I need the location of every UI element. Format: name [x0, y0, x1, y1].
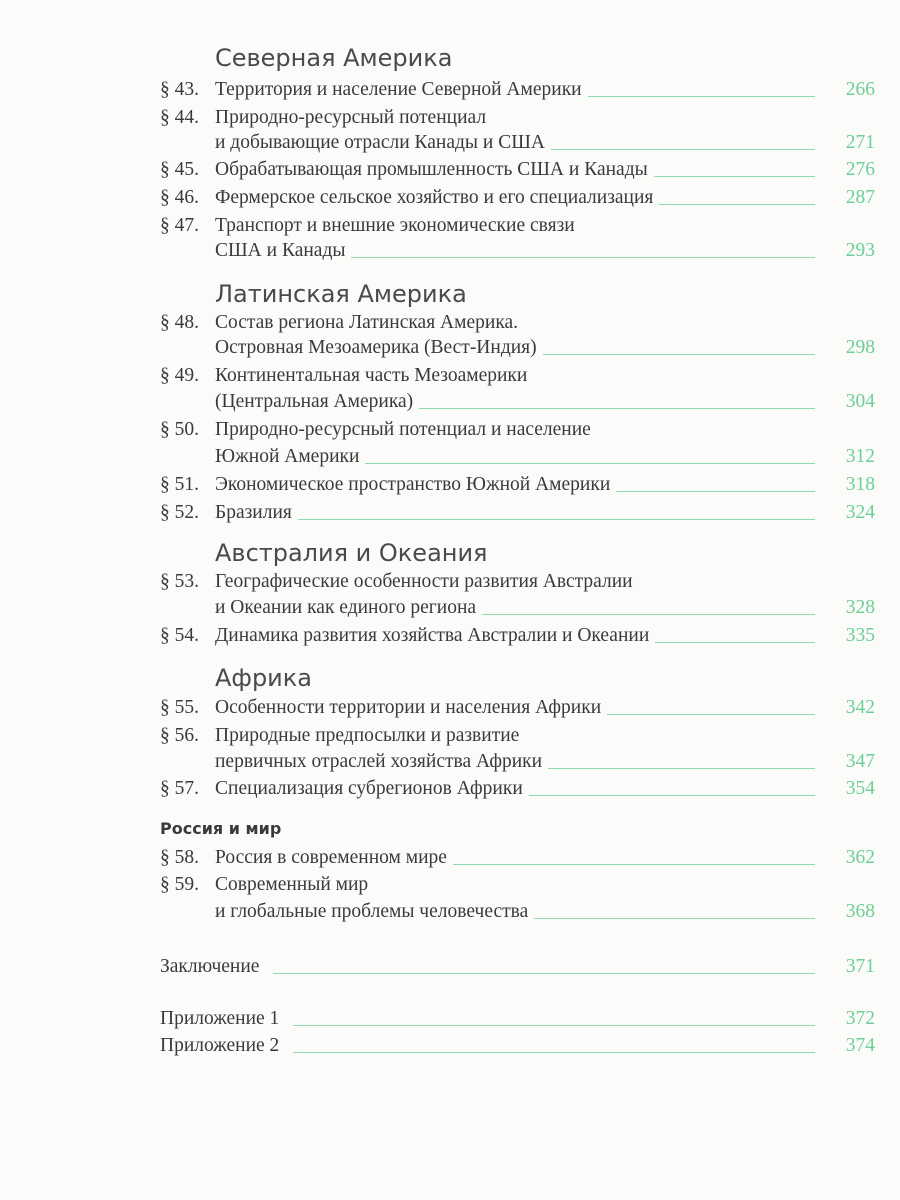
section-heading: Россия и мир	[160, 819, 282, 838]
entry-title: Россия в современном мире	[215, 847, 447, 868]
toc-entry[interactable]	[160, 723, 875, 749]
page-number: 318	[845, 474, 875, 495]
entry-title: Природно-ресурсный потенциал и население	[215, 419, 591, 440]
page-number: 371	[845, 956, 875, 977]
section-number: § 52.	[160, 502, 199, 523]
entry-title: Континентальная часть Мезоамерики	[215, 365, 528, 386]
section-heading: Северная Америка	[215, 44, 453, 72]
entry-title: (Центральная Америка)	[215, 391, 414, 412]
entry-title: Природно-ресурсный потенциал	[215, 107, 487, 128]
entry-title: Особенности территории и населения Африки	[215, 697, 602, 718]
leader-line	[588, 96, 815, 97]
section-number: § 50.	[160, 419, 199, 440]
section-number: § 57.	[160, 778, 199, 799]
leader-line	[298, 519, 815, 520]
leader-line	[534, 918, 815, 919]
toc-entry[interactable]	[160, 872, 875, 898]
page-number: 354	[845, 778, 875, 799]
entry-title: Природные предпосылки и развитие	[215, 725, 520, 746]
toc-entry[interactable]	[160, 845, 875, 871]
page-number: 271	[845, 132, 875, 153]
entry-title: Территория и население Северной Америки	[215, 79, 582, 100]
section-number: § 45.	[160, 159, 199, 180]
entry-title: первичных отраслей хозяйства Африки	[215, 751, 543, 772]
section-heading: Латинская Америка	[215, 280, 467, 308]
page-number: 362	[845, 847, 875, 868]
toc-entry[interactable]	[160, 569, 875, 595]
page-number: 368	[845, 901, 875, 922]
toc-entry[interactable]	[160, 500, 875, 526]
toc-entry[interactable]	[160, 363, 875, 389]
toc-entry[interactable]	[160, 335, 875, 361]
section-number: § 59.	[160, 874, 199, 895]
entry-title: Приложение 2	[160, 1035, 280, 1056]
leader-line	[482, 614, 815, 615]
leader-line	[273, 973, 815, 974]
entry-title: Обрабатывающая промышленность США и Канады	[215, 159, 648, 180]
toc-entry[interactable]	[160, 749, 875, 775]
page-number: 276	[845, 159, 875, 180]
toc-entry[interactable]	[160, 1033, 875, 1059]
entry-title: Фермерское сельское хозяйство и его специализация	[215, 187, 654, 208]
entry-title: Островная Мезоамерика (Вест-Индия)	[215, 337, 537, 358]
page-number: 298	[845, 337, 875, 358]
leader-line	[293, 1052, 815, 1053]
toc-entry[interactable]	[160, 238, 875, 264]
toc-entry[interactable]	[160, 389, 875, 415]
section-number: § 53.	[160, 571, 199, 592]
toc-entry[interactable]	[160, 157, 875, 183]
toc-entry[interactable]	[160, 105, 875, 131]
toc-entry[interactable]	[160, 444, 875, 470]
page-number: 372	[845, 1008, 875, 1029]
leader-line	[365, 463, 815, 464]
entry-title: и Океании как единого региона	[215, 597, 477, 618]
leader-line	[607, 714, 815, 715]
entry-title: и глобальные проблемы человечества	[215, 901, 529, 922]
page-number: 304	[845, 391, 875, 412]
section-number: § 55.	[160, 697, 199, 718]
section-number: § 49.	[160, 365, 199, 386]
entry-title: и добывающие отрасли Канады и США	[215, 132, 545, 153]
entry-title: Транспорт и внешние экономические связи	[215, 215, 575, 236]
section-heading: Австралия и Океания	[215, 539, 488, 567]
section-number: § 56.	[160, 725, 199, 746]
entry-title: Динамика развития хозяйства Австралии и Океании	[215, 625, 650, 646]
toc-entry[interactable]	[160, 954, 875, 980]
section-number: § 46.	[160, 187, 199, 208]
entry-title: Современный мир	[215, 874, 369, 895]
section-number: § 48.	[160, 312, 199, 333]
section-number: § 54.	[160, 625, 199, 646]
toc-entry[interactable]	[160, 77, 875, 103]
toc-entry[interactable]	[160, 472, 875, 498]
page-number: 312	[845, 446, 875, 467]
section-number: § 51.	[160, 474, 199, 495]
leader-line	[659, 204, 815, 205]
toc-entry[interactable]	[160, 1006, 875, 1032]
leader-line	[453, 864, 815, 865]
entry-title: Приложение 1	[160, 1008, 280, 1029]
leader-line	[551, 149, 815, 150]
leader-line	[529, 795, 815, 796]
section-number: § 44.	[160, 107, 199, 128]
page-number: 287	[845, 187, 875, 208]
toc-entry[interactable]	[160, 899, 875, 925]
entry-title: Экономическое пространство Южной Америки	[215, 474, 611, 495]
page-number: 324	[845, 502, 875, 523]
section-number: § 58.	[160, 847, 199, 868]
leader-line	[293, 1025, 815, 1026]
leader-line	[543, 354, 815, 355]
entry-title: Заключение	[160, 956, 260, 977]
section-number: § 47.	[160, 215, 199, 236]
toc-entry[interactable]	[160, 623, 875, 649]
section-number: § 43.	[160, 79, 199, 100]
section-heading: Африка	[215, 664, 312, 692]
page-number: 342	[845, 697, 875, 718]
page-number: 374	[845, 1035, 875, 1056]
toc-entry[interactable]	[160, 595, 875, 621]
entry-title: США и Канады	[215, 240, 346, 261]
leader-line	[655, 642, 815, 643]
toc-entry[interactable]	[160, 213, 875, 239]
leader-line	[548, 768, 815, 769]
page-number: 266	[845, 79, 875, 100]
entry-title: Южной Америки	[215, 446, 360, 467]
page-number: 335	[845, 625, 875, 646]
toc-entry[interactable]	[160, 776, 875, 802]
toc-entry[interactable]	[160, 695, 875, 721]
entry-title: Географические особенности развития Австралии	[215, 571, 633, 592]
entry-title: Состав региона Латинская Америка.	[215, 312, 519, 333]
toc-entry[interactable]	[160, 310, 875, 336]
entry-title: Специализация субрегионов Африки	[215, 778, 523, 799]
page-number: 328	[845, 597, 875, 618]
leader-line	[351, 257, 815, 258]
entry-title: Бразилия	[215, 502, 292, 523]
page-number: 293	[845, 240, 875, 261]
leader-line	[654, 176, 815, 177]
toc-entry[interactable]	[160, 417, 875, 443]
leader-line	[419, 408, 815, 409]
page-number: 347	[845, 751, 875, 772]
leader-line	[616, 491, 815, 492]
toc-entry[interactable]	[160, 185, 875, 211]
toc-entry[interactable]	[160, 130, 875, 156]
